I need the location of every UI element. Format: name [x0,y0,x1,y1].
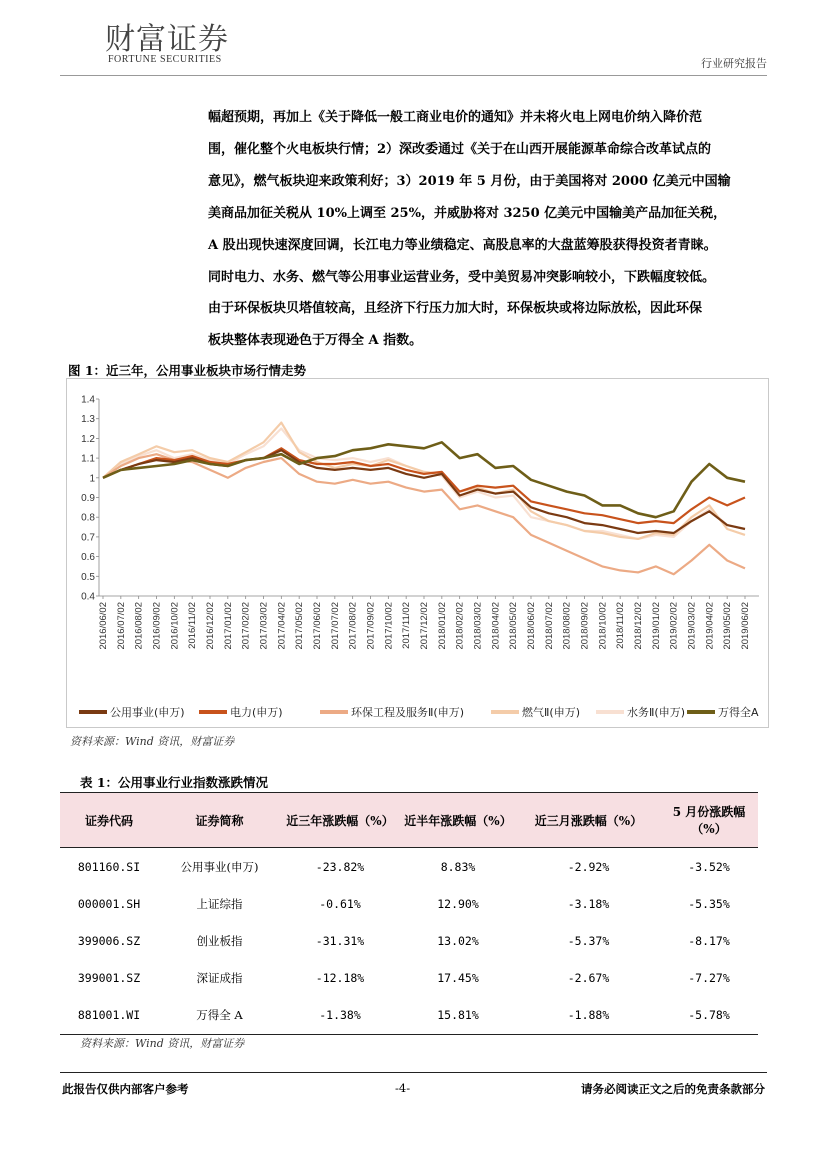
body-line: 幅超预期，再加上《关于降低一般工商业电价的通知》并未将火电上网电价纳入降价范 [208,110,703,125]
y-tick-label: 0.4 [81,591,95,603]
cell-name: 上证综指 [196,896,243,911]
x-tick-label: 2016/06/02 [98,602,109,650]
cell-3y: -0.61% [319,896,361,911]
x-tick-label: 2017/01/02 [222,602,234,650]
page-number: -4- [395,1081,411,1095]
table-title: 表 1：公用事业行业指数涨跌情况 [80,775,269,790]
cell-may: -7.27% [688,971,730,986]
x-tick-label: 2018/05/02 [508,602,520,650]
col-header: 近三年涨跌幅（%） [281,793,399,848]
x-tick-label: 2017/08/02 [347,602,359,650]
cell-6m: 15.81% [399,997,517,1035]
x-tick-label: 2018/02/02 [454,602,466,650]
y-tick-label: 0.9 [81,493,95,504]
x-tick-label: 2017/10/02 [383,602,395,650]
cell-code: 000001.SH [77,896,141,911]
cell-may: -8.17% [688,933,730,948]
x-tick-label: 2017/02/02 [240,602,252,650]
report-type: 行业研究报告 [701,57,767,70]
legend-label: 电力(申万) [230,706,283,719]
x-tick-label: 2018/12/02 [633,602,644,650]
x-tick-label: 2016/08/02 [133,602,145,650]
cell-3m: -2.92% [567,859,610,874]
x-tick-label: 2017/11/02 [401,602,413,649]
cell-may: -5.78% [660,997,758,1035]
footer-disclaimer: 此报告仅供内部客户参考 [62,1082,189,1096]
y-tick-label: 0.6 [81,552,95,564]
cell-6m: 17.45% [437,971,479,986]
x-tick-label: 2016/11/02 [187,602,199,649]
body-paragraph [208,102,769,357]
body-line: 美商品加征关税从 10%上调至 25%，并威胁将对 3250 亿美元中国输美产品加征关税， [208,205,727,221]
x-tick-label: 2017/09/02 [365,602,377,650]
cell-6m: 13.02% [437,933,479,948]
cell-code: 399001.SZ [77,971,141,986]
cell-3y: -1.38% [281,997,399,1035]
legend-label: 水务Ⅱ(申万) [627,706,685,719]
y-tick-label: 1 [89,473,95,485]
line-chart [67,379,768,727]
footer-notice: 请务必阅读正文之后的免责条款部分 [581,1082,765,1096]
cell-3m: -1.88% [517,997,660,1035]
col-header: 证券代码 [60,793,158,848]
x-tick-label: 2019/05/02 [722,602,734,650]
x-tick-label: 2019/03/02 [686,602,698,650]
cell-3m: -2.67% [567,971,610,986]
figure-title: 图 1：近三年，公用事业板块市场行情走势 [68,363,307,378]
x-tick-label: 2019/06/02 [740,602,751,650]
cell-3y: -31.31% [315,933,365,948]
x-tick-label: 2016/07/02 [115,602,127,650]
x-tick-label: 2017/12/02 [419,602,430,650]
cell-3m: -5.37% [567,933,610,948]
table-row [60,885,758,922]
body-line: 由于环保板块贝塔值较高，且经济下行压力加大时，环保板块或将边际放松，因此环保 [208,301,703,317]
logo-cn: 财富证券 [105,22,229,57]
footer-divider [60,1072,767,1073]
table-row [60,848,758,886]
cell-6m: 12.90% [437,896,479,911]
body-line: 同时电力、水务、燃气等公用事业运营业务，受中美贸易冲突影响较小，下跌幅度较低。 [208,269,716,285]
body-line: 板块整体表现逊色于万得全 A 指数。 [208,333,423,349]
x-tick-label: 2018/01/02 [436,602,448,650]
x-tick-label: 2016/12/02 [205,602,216,650]
y-tick-label: 0.7 [81,532,95,544]
legend-label: 公用事业(申万) [110,706,185,719]
cell-name: 深证成指 [196,971,243,986]
table-row [60,922,758,959]
cell-code: 399006.SZ [77,933,141,948]
y-tick-label: 0.5 [81,571,95,583]
x-tick-label: 2017/04/02 [276,602,288,650]
logo-en: FORTUNE SECURITIES [108,54,222,65]
x-tick-label: 2019/04/02 [704,602,716,650]
figure-source: 资料来源：Wind 资讯，财富证券 [70,735,235,748]
body-line: A 股出现快速深度回调，长江电力等业绩稳定、高股息率的大盘蓝筹股获得投资者青睐。 [208,237,717,253]
cell-name: 万得全 A [158,997,281,1035]
x-tick-label: 2017/07/02 [329,602,341,650]
table-row [60,960,758,997]
x-tick-label: 2016/09/02 [151,602,163,650]
x-tick-label: 2018/09/02 [579,602,591,650]
cell-6m: 8.83% [440,859,476,874]
index-table [60,792,758,1035]
col-header: 证券简称 [158,793,281,848]
cell-3y: -12.18% [315,971,365,986]
x-tick-label: 2018/03/02 [472,602,484,650]
legend-label: 环保工程及服务Ⅱ(申万) [351,706,464,719]
legend-label: 万得全A [718,706,759,719]
col-header: 5 月份涨跌幅（%） [660,793,758,848]
x-tick-label: 2018/04/02 [490,602,502,650]
x-tick-label: 2018/08/02 [561,602,573,650]
cell-3y: -23.82% [315,859,365,874]
y-tick-label: 1.4 [81,394,95,406]
body-line: 意见》，燃气板块迎来政策利好；3）2019 年 5 月份，由于美国将对 2000 亿美元中国输 [208,173,731,189]
cell-code: 881001.WI [60,997,158,1035]
x-tick-label: 2019/01/02 [650,602,662,650]
col-header: 近半年涨跌幅（%） [399,793,517,848]
body-line: 围，催化整个火电板块行情；2）深改委通过《关于在山西开展能源革命综合改革试点的 [208,141,712,157]
x-tick-label: 2016/10/02 [169,602,181,650]
x-tick-label: 2017/03/02 [258,602,270,650]
cell-name: 公用事业(申万) [180,859,259,874]
col-header: 近三月涨跌幅（%） [517,793,660,848]
y-tick-label: 1.2 [81,433,95,445]
x-tick-label: 2017/06/02 [312,602,323,650]
cell-3m: -3.18% [567,896,610,911]
legend-label: 燃气Ⅱ(申万) [522,706,580,719]
x-tick-label: 2019/02/02 [668,602,680,650]
header-divider [60,75,767,76]
x-tick-label: 2018/07/02 [543,602,555,650]
cell-may: -5.35% [688,896,730,911]
x-tick-label: 2018/11/02 [615,602,627,649]
y-tick-label: 1.3 [81,414,95,426]
x-tick-label: 2018/10/02 [597,602,609,650]
cell-name: 创业板指 [196,933,243,948]
table-source: 资料来源：Wind 资讯，财富证券 [80,1037,245,1050]
x-tick-label: 2018/06/02 [526,602,537,650]
table-row [60,997,758,1035]
x-tick-label: 2017/05/02 [294,602,306,650]
y-tick-label: 0.8 [81,512,95,524]
cell-code: 801160.SI [77,859,141,874]
y-tick-label: 1.1 [81,453,95,465]
chart-frame [66,378,769,728]
cell-may: -3.52% [688,859,730,874]
